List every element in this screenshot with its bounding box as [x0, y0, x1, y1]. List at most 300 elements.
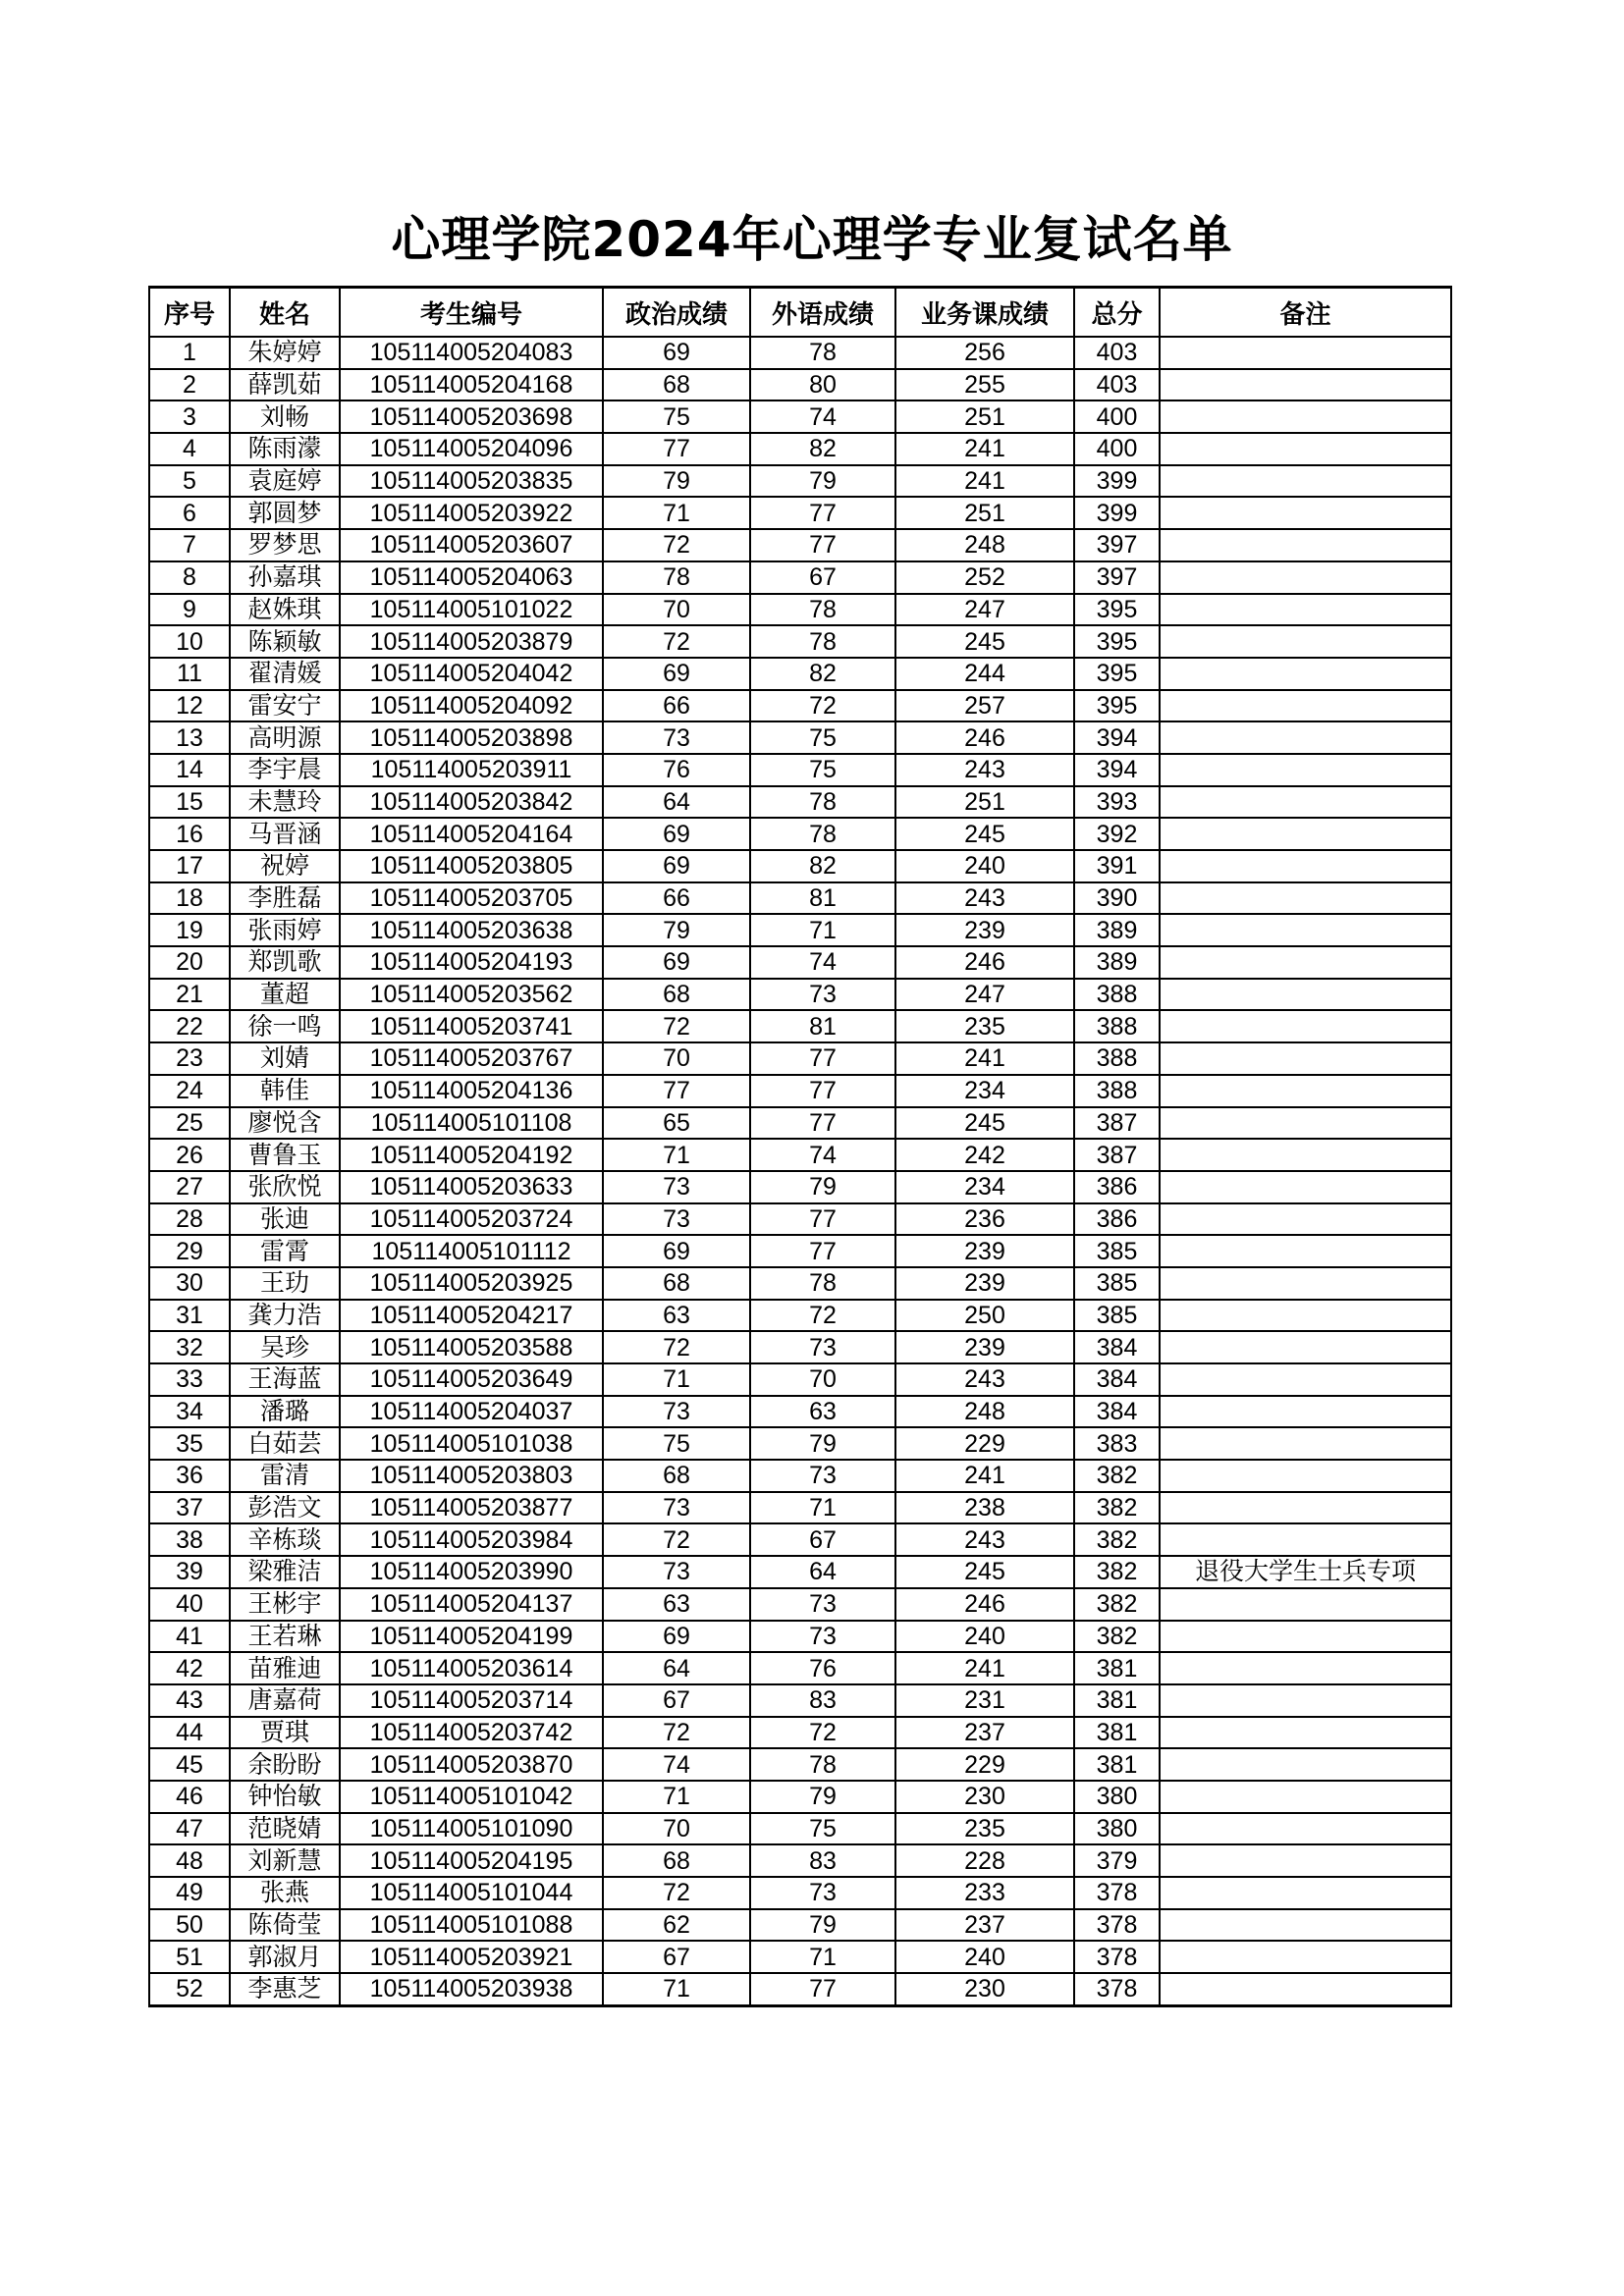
cell-name: 罗梦思 — [230, 529, 340, 561]
cell-language-score: 64 — [750, 1556, 895, 1588]
cell-name: 张迪 — [230, 1203, 340, 1236]
table-row — [149, 1941, 1451, 1973]
table-row — [149, 1300, 1451, 1332]
cell-remark — [1160, 529, 1451, 561]
cell-seq: 39 — [149, 1556, 230, 1588]
table-row — [149, 1460, 1451, 1492]
table-row — [149, 914, 1451, 946]
cell-total-score: 400 — [1074, 400, 1160, 433]
table-row — [149, 1427, 1451, 1460]
cell-remark — [1160, 1844, 1451, 1877]
cell-seq: 27 — [149, 1171, 230, 1203]
cell-remark — [1160, 1588, 1451, 1621]
cell-language-score: 79 — [750, 1781, 895, 1813]
cell-name: 马晋涵 — [230, 818, 340, 850]
table-row — [149, 1492, 1451, 1524]
cell-major-score: 247 — [895, 594, 1074, 626]
cell-remark — [1160, 690, 1451, 722]
cell-language-score: 77 — [750, 1075, 895, 1107]
cell-seq: 46 — [149, 1781, 230, 1813]
cell-total-score: 395 — [1074, 594, 1160, 626]
cell-name: 郭圆梦 — [230, 497, 340, 529]
table-row — [149, 1973, 1451, 2005]
cell-seq: 43 — [149, 1684, 230, 1717]
cell-language-score: 78 — [750, 786, 895, 819]
column-header-id: 考生编号 — [340, 288, 603, 338]
cell-total-score: 390 — [1074, 882, 1160, 915]
table-row — [149, 1267, 1451, 1300]
cell-language-score: 79 — [750, 1427, 895, 1460]
cell-language-score: 74 — [750, 400, 895, 433]
cell-name: 郭淑月 — [230, 1941, 340, 1973]
cell-major-score: 241 — [895, 1042, 1074, 1075]
cell-seq: 18 — [149, 882, 230, 915]
cell-major-score: 251 — [895, 400, 1074, 433]
cell-language-score: 78 — [750, 1748, 895, 1781]
cell-language-score: 72 — [750, 1300, 895, 1332]
cell-politics-score: 72 — [603, 529, 750, 561]
table-row — [149, 979, 1451, 1011]
cell-politics-score: 71 — [603, 1973, 750, 2005]
cell-name: 彭浩文 — [230, 1492, 340, 1524]
cell-remark — [1160, 369, 1451, 401]
table-row — [149, 1748, 1451, 1781]
cell-seq: 37 — [149, 1492, 230, 1524]
table-body — [149, 337, 1451, 2005]
table-row — [149, 529, 1451, 561]
cell-candidate-id: 105114005203698 — [340, 400, 603, 433]
cell-politics-score: 65 — [603, 1107, 750, 1140]
cell-total-score: 381 — [1074, 1748, 1160, 1781]
cell-major-score: 236 — [895, 1203, 1074, 1236]
column-header-name: 姓名 — [230, 288, 340, 338]
cell-major-score: 243 — [895, 882, 1074, 915]
cell-language-score: 78 — [750, 625, 895, 658]
cell-remark — [1160, 1877, 1451, 1909]
cell-remark — [1160, 625, 1451, 658]
table-row — [149, 1075, 1451, 1107]
cell-candidate-id: 105114005204042 — [340, 658, 603, 690]
cell-remark — [1160, 914, 1451, 946]
cell-total-score: 380 — [1074, 1781, 1160, 1813]
cell-major-score: 229 — [895, 1748, 1074, 1781]
cell-language-score: 83 — [750, 1844, 895, 1877]
cell-seq: 35 — [149, 1427, 230, 1460]
cell-major-score: 241 — [895, 433, 1074, 465]
cell-name: 孙嘉琪 — [230, 561, 340, 594]
cell-major-score: 234 — [895, 1075, 1074, 1107]
cell-remark — [1160, 1300, 1451, 1332]
cell-remark — [1160, 1492, 1451, 1524]
cell-politics-score: 71 — [603, 1139, 750, 1171]
cell-total-score: 382 — [1074, 1523, 1160, 1556]
cell-candidate-id: 105114005203633 — [340, 1171, 603, 1203]
cell-politics-score: 72 — [603, 1877, 750, 1909]
cell-candidate-id: 105114005204199 — [340, 1621, 603, 1653]
cell-politics-score: 72 — [603, 1523, 750, 1556]
cell-remark — [1160, 1941, 1451, 1973]
cell-major-score: 239 — [895, 914, 1074, 946]
cell-candidate-id: 105114005101108 — [340, 1107, 603, 1140]
cell-language-score: 73 — [750, 1460, 895, 1492]
cell-seq: 20 — [149, 946, 230, 979]
cell-remark — [1160, 337, 1451, 369]
cell-candidate-id: 105114005203898 — [340, 721, 603, 754]
cell-remark — [1160, 1427, 1451, 1460]
table-row — [149, 1010, 1451, 1042]
cell-candidate-id: 105114005203879 — [340, 625, 603, 658]
cell-total-score: 384 — [1074, 1331, 1160, 1363]
cell-candidate-id: 105114005101042 — [340, 1781, 603, 1813]
cell-politics-score: 73 — [603, 1556, 750, 1588]
cell-candidate-id: 105114005203877 — [340, 1492, 603, 1524]
cell-remark — [1160, 979, 1451, 1011]
cell-candidate-id: 105114005101090 — [340, 1813, 603, 1845]
cell-name: 雷霄 — [230, 1235, 340, 1267]
cell-seq: 33 — [149, 1363, 230, 1396]
cell-total-score: 395 — [1074, 690, 1160, 722]
cell-name: 曹鲁玉 — [230, 1139, 340, 1171]
cell-name: 苗雅迪 — [230, 1652, 340, 1684]
cell-candidate-id: 105114005204096 — [340, 433, 603, 465]
cell-seq: 14 — [149, 754, 230, 786]
cell-politics-score: 73 — [603, 721, 750, 754]
cell-language-score: 74 — [750, 946, 895, 979]
cell-name: 王海蓝 — [230, 1363, 340, 1396]
table-row — [149, 754, 1451, 786]
cell-total-score: 378 — [1074, 1973, 1160, 2005]
table-header-row — [149, 288, 1451, 338]
cell-politics-score: 64 — [603, 1652, 750, 1684]
cell-total-score: 385 — [1074, 1300, 1160, 1332]
cell-politics-score: 70 — [603, 1813, 750, 1845]
cell-total-score: 385 — [1074, 1267, 1160, 1300]
cell-candidate-id: 105114005203741 — [340, 1010, 603, 1042]
table-row — [149, 433, 1451, 465]
cell-total-score: 403 — [1074, 337, 1160, 369]
cell-total-score: 388 — [1074, 1010, 1160, 1042]
cell-major-score: 246 — [895, 1588, 1074, 1621]
cell-total-score: 382 — [1074, 1460, 1160, 1492]
cell-language-score: 63 — [750, 1396, 895, 1428]
cell-politics-score: 66 — [603, 882, 750, 915]
cell-total-score: 380 — [1074, 1813, 1160, 1845]
cell-seq: 47 — [149, 1813, 230, 1845]
score-table — [148, 286, 1452, 2007]
cell-name: 徐一鸣 — [230, 1010, 340, 1042]
cell-language-score: 77 — [750, 1235, 895, 1267]
cell-seq: 30 — [149, 1267, 230, 1300]
cell-seq: 50 — [149, 1909, 230, 1942]
cell-major-score: 245 — [895, 818, 1074, 850]
cell-total-score: 381 — [1074, 1717, 1160, 1749]
cell-candidate-id: 105114005203714 — [340, 1684, 603, 1717]
cell-remark — [1160, 946, 1451, 979]
cell-seq: 34 — [149, 1396, 230, 1428]
cell-language-score: 74 — [750, 1139, 895, 1171]
cell-seq: 7 — [149, 529, 230, 561]
cell-seq: 19 — [149, 914, 230, 946]
cell-major-score: 235 — [895, 1813, 1074, 1845]
cell-major-score: 229 — [895, 1427, 1074, 1460]
cell-name: 韩佳 — [230, 1075, 340, 1107]
cell-remark — [1160, 1523, 1451, 1556]
cell-language-score: 77 — [750, 497, 895, 529]
cell-candidate-id: 105114005101038 — [340, 1427, 603, 1460]
cell-seq: 32 — [149, 1331, 230, 1363]
cell-major-score: 240 — [895, 850, 1074, 882]
cell-seq: 44 — [149, 1717, 230, 1749]
cell-candidate-id: 105114005203803 — [340, 1460, 603, 1492]
cell-major-score: 247 — [895, 979, 1074, 1011]
cell-candidate-id: 105114005204063 — [340, 561, 603, 594]
cell-candidate-id: 105114005101088 — [340, 1909, 603, 1942]
cell-remark — [1160, 400, 1451, 433]
table-row — [149, 1107, 1451, 1140]
cell-name: 李胜磊 — [230, 882, 340, 915]
cell-politics-score: 68 — [603, 1844, 750, 1877]
cell-language-score: 75 — [750, 754, 895, 786]
cell-language-score: 70 — [750, 1363, 895, 1396]
cell-language-score: 71 — [750, 1492, 895, 1524]
cell-major-score: 228 — [895, 1844, 1074, 1877]
cell-remark — [1160, 497, 1451, 529]
cell-major-score: 245 — [895, 1107, 1074, 1140]
cell-major-score: 231 — [895, 1684, 1074, 1717]
cell-remark — [1160, 1396, 1451, 1428]
cell-politics-score: 75 — [603, 1427, 750, 1460]
cell-politics-score: 70 — [603, 594, 750, 626]
cell-candidate-id: 105114005204137 — [340, 1588, 603, 1621]
table-row — [149, 1813, 1451, 1845]
cell-remark — [1160, 818, 1451, 850]
cell-politics-score: 73 — [603, 1492, 750, 1524]
cell-candidate-id: 105114005204083 — [340, 337, 603, 369]
cell-major-score: 230 — [895, 1781, 1074, 1813]
cell-total-score: 389 — [1074, 914, 1160, 946]
table-row — [149, 1652, 1451, 1684]
table-row — [149, 337, 1451, 369]
cell-major-score: 237 — [895, 1717, 1074, 1749]
cell-seq: 40 — [149, 1588, 230, 1621]
cell-seq: 9 — [149, 594, 230, 626]
table-row — [149, 1556, 1451, 1588]
cell-name: 董超 — [230, 979, 340, 1011]
cell-politics-score: 72 — [603, 1717, 750, 1749]
cell-language-score: 82 — [750, 433, 895, 465]
cell-remark — [1160, 1203, 1451, 1236]
cell-politics-score: 71 — [603, 497, 750, 529]
cell-total-score: 381 — [1074, 1652, 1160, 1684]
cell-language-score: 79 — [750, 465, 895, 498]
cell-language-score: 81 — [750, 882, 895, 915]
cell-politics-score: 69 — [603, 1621, 750, 1653]
cell-name: 王玏 — [230, 1267, 340, 1300]
cell-candidate-id: 105114005203588 — [340, 1331, 603, 1363]
table-row — [149, 1235, 1451, 1267]
cell-major-score: 243 — [895, 1523, 1074, 1556]
cell-major-score: 233 — [895, 1877, 1074, 1909]
cell-seq: 8 — [149, 561, 230, 594]
cell-remark — [1160, 1010, 1451, 1042]
cell-seq: 4 — [149, 433, 230, 465]
cell-seq: 2 — [149, 369, 230, 401]
cell-language-score: 78 — [750, 594, 895, 626]
cell-remark — [1160, 1973, 1451, 2005]
cell-remark — [1160, 1748, 1451, 1781]
cell-major-score: 246 — [895, 721, 1074, 754]
cell-remark — [1160, 465, 1451, 498]
cell-total-score: 378 — [1074, 1909, 1160, 1942]
table-row — [149, 369, 1451, 401]
cell-name: 余盼盼 — [230, 1748, 340, 1781]
cell-total-score: 397 — [1074, 529, 1160, 561]
cell-major-score: 235 — [895, 1010, 1074, 1042]
cell-seq: 51 — [149, 1941, 230, 1973]
cell-candidate-id: 105114005204037 — [340, 1396, 603, 1428]
cell-major-score: 234 — [895, 1171, 1074, 1203]
cell-candidate-id: 105114005204164 — [340, 818, 603, 850]
cell-politics-score: 68 — [603, 1460, 750, 1492]
cell-seq: 25 — [149, 1107, 230, 1140]
cell-politics-score: 69 — [603, 658, 750, 690]
cell-major-score: 242 — [895, 1139, 1074, 1171]
cell-seq: 38 — [149, 1523, 230, 1556]
cell-language-score: 77 — [750, 1042, 895, 1075]
table-row — [149, 1139, 1451, 1171]
cell-remark — [1160, 1139, 1451, 1171]
table-row — [149, 561, 1451, 594]
cell-language-score: 80 — [750, 369, 895, 401]
cell-politics-score: 77 — [603, 433, 750, 465]
cell-seq: 6 — [149, 497, 230, 529]
table-row — [149, 625, 1451, 658]
cell-remark — [1160, 594, 1451, 626]
table-row — [149, 850, 1451, 882]
cell-remark — [1160, 882, 1451, 915]
table-row — [149, 690, 1451, 722]
table-row — [149, 1042, 1451, 1075]
cell-total-score: 389 — [1074, 946, 1160, 979]
cell-candidate-id: 105114005203842 — [340, 786, 603, 819]
cell-major-score: 240 — [895, 1621, 1074, 1653]
cell-remark — [1160, 561, 1451, 594]
cell-major-score: 239 — [895, 1267, 1074, 1300]
cell-total-score: 384 — [1074, 1363, 1160, 1396]
column-header-total: 总分 — [1074, 288, 1160, 338]
cell-politics-score: 75 — [603, 400, 750, 433]
cell-candidate-id: 105114005204195 — [340, 1844, 603, 1877]
cell-politics-score: 63 — [603, 1300, 750, 1332]
cell-total-score: 393 — [1074, 786, 1160, 819]
cell-politics-score: 76 — [603, 754, 750, 786]
cell-politics-score: 71 — [603, 1781, 750, 1813]
cell-politics-score: 74 — [603, 1748, 750, 1781]
cell-language-score: 73 — [750, 979, 895, 1011]
cell-major-score: 230 — [895, 1973, 1074, 2005]
cell-total-score: 378 — [1074, 1877, 1160, 1909]
cell-major-score: 239 — [895, 1331, 1074, 1363]
table-row — [149, 465, 1451, 498]
cell-candidate-id: 105114005203870 — [340, 1748, 603, 1781]
cell-name: 龚力浩 — [230, 1300, 340, 1332]
cell-candidate-id: 105114005203911 — [340, 754, 603, 786]
table-row — [149, 658, 1451, 690]
cell-seq: 22 — [149, 1010, 230, 1042]
table-row — [149, 946, 1451, 979]
table-row — [149, 1717, 1451, 1749]
table-row — [149, 1331, 1451, 1363]
cell-major-score: 257 — [895, 690, 1074, 722]
cell-language-score: 72 — [750, 690, 895, 722]
cell-language-score: 77 — [750, 529, 895, 561]
cell-remark — [1160, 1621, 1451, 1653]
cell-name: 贾琪 — [230, 1717, 340, 1749]
cell-seq: 15 — [149, 786, 230, 819]
cell-total-score: 392 — [1074, 818, 1160, 850]
column-header-language: 外语成绩 — [750, 288, 895, 338]
cell-politics-score: 68 — [603, 369, 750, 401]
cell-name: 薛凯茹 — [230, 369, 340, 401]
cell-remark — [1160, 721, 1451, 754]
cell-candidate-id: 105114005203649 — [340, 1363, 603, 1396]
cell-remark: 退役大学生士兵专项 — [1160, 1556, 1451, 1588]
cell-candidate-id: 105114005204168 — [340, 369, 603, 401]
cell-name: 郑凯歌 — [230, 946, 340, 979]
cell-candidate-id: 105114005204193 — [340, 946, 603, 979]
cell-politics-score: 72 — [603, 625, 750, 658]
cell-name: 潘璐 — [230, 1396, 340, 1428]
table-row — [149, 1844, 1451, 1877]
cell-remark — [1160, 1042, 1451, 1075]
cell-major-score: 245 — [895, 625, 1074, 658]
cell-name: 范晓婧 — [230, 1813, 340, 1845]
cell-name: 李宇晨 — [230, 754, 340, 786]
cell-seq: 31 — [149, 1300, 230, 1332]
cell-candidate-id: 105114005203767 — [340, 1042, 603, 1075]
cell-major-score: 239 — [895, 1235, 1074, 1267]
cell-language-score: 72 — [750, 1717, 895, 1749]
cell-language-score: 78 — [750, 337, 895, 369]
column-header-major: 业务课成绩 — [895, 288, 1074, 338]
cell-candidate-id: 105114005204192 — [340, 1139, 603, 1171]
cell-total-score: 385 — [1074, 1235, 1160, 1267]
cell-language-score: 78 — [750, 1267, 895, 1300]
cell-language-score: 73 — [750, 1331, 895, 1363]
cell-major-score: 240 — [895, 1941, 1074, 1973]
cell-seq: 3 — [149, 400, 230, 433]
cell-total-score: 382 — [1074, 1588, 1160, 1621]
cell-total-score: 403 — [1074, 369, 1160, 401]
cell-politics-score: 68 — [603, 1267, 750, 1300]
cell-language-score: 67 — [750, 561, 895, 594]
cell-language-score: 71 — [750, 1941, 895, 1973]
cell-politics-score: 68 — [603, 979, 750, 1011]
cell-name: 张雨婷 — [230, 914, 340, 946]
cell-remark — [1160, 754, 1451, 786]
cell-total-score: 379 — [1074, 1844, 1160, 1877]
cell-name: 翟清媛 — [230, 658, 340, 690]
cell-major-score: 237 — [895, 1909, 1074, 1942]
cell-seq: 1 — [149, 337, 230, 369]
cell-total-score: 382 — [1074, 1621, 1160, 1653]
cell-name: 张燕 — [230, 1877, 340, 1909]
cell-language-score: 71 — [750, 914, 895, 946]
cell-major-score: 241 — [895, 465, 1074, 498]
cell-name: 钟怡敏 — [230, 1781, 340, 1813]
cell-remark — [1160, 1460, 1451, 1492]
cell-candidate-id: 105114005203742 — [340, 1717, 603, 1749]
